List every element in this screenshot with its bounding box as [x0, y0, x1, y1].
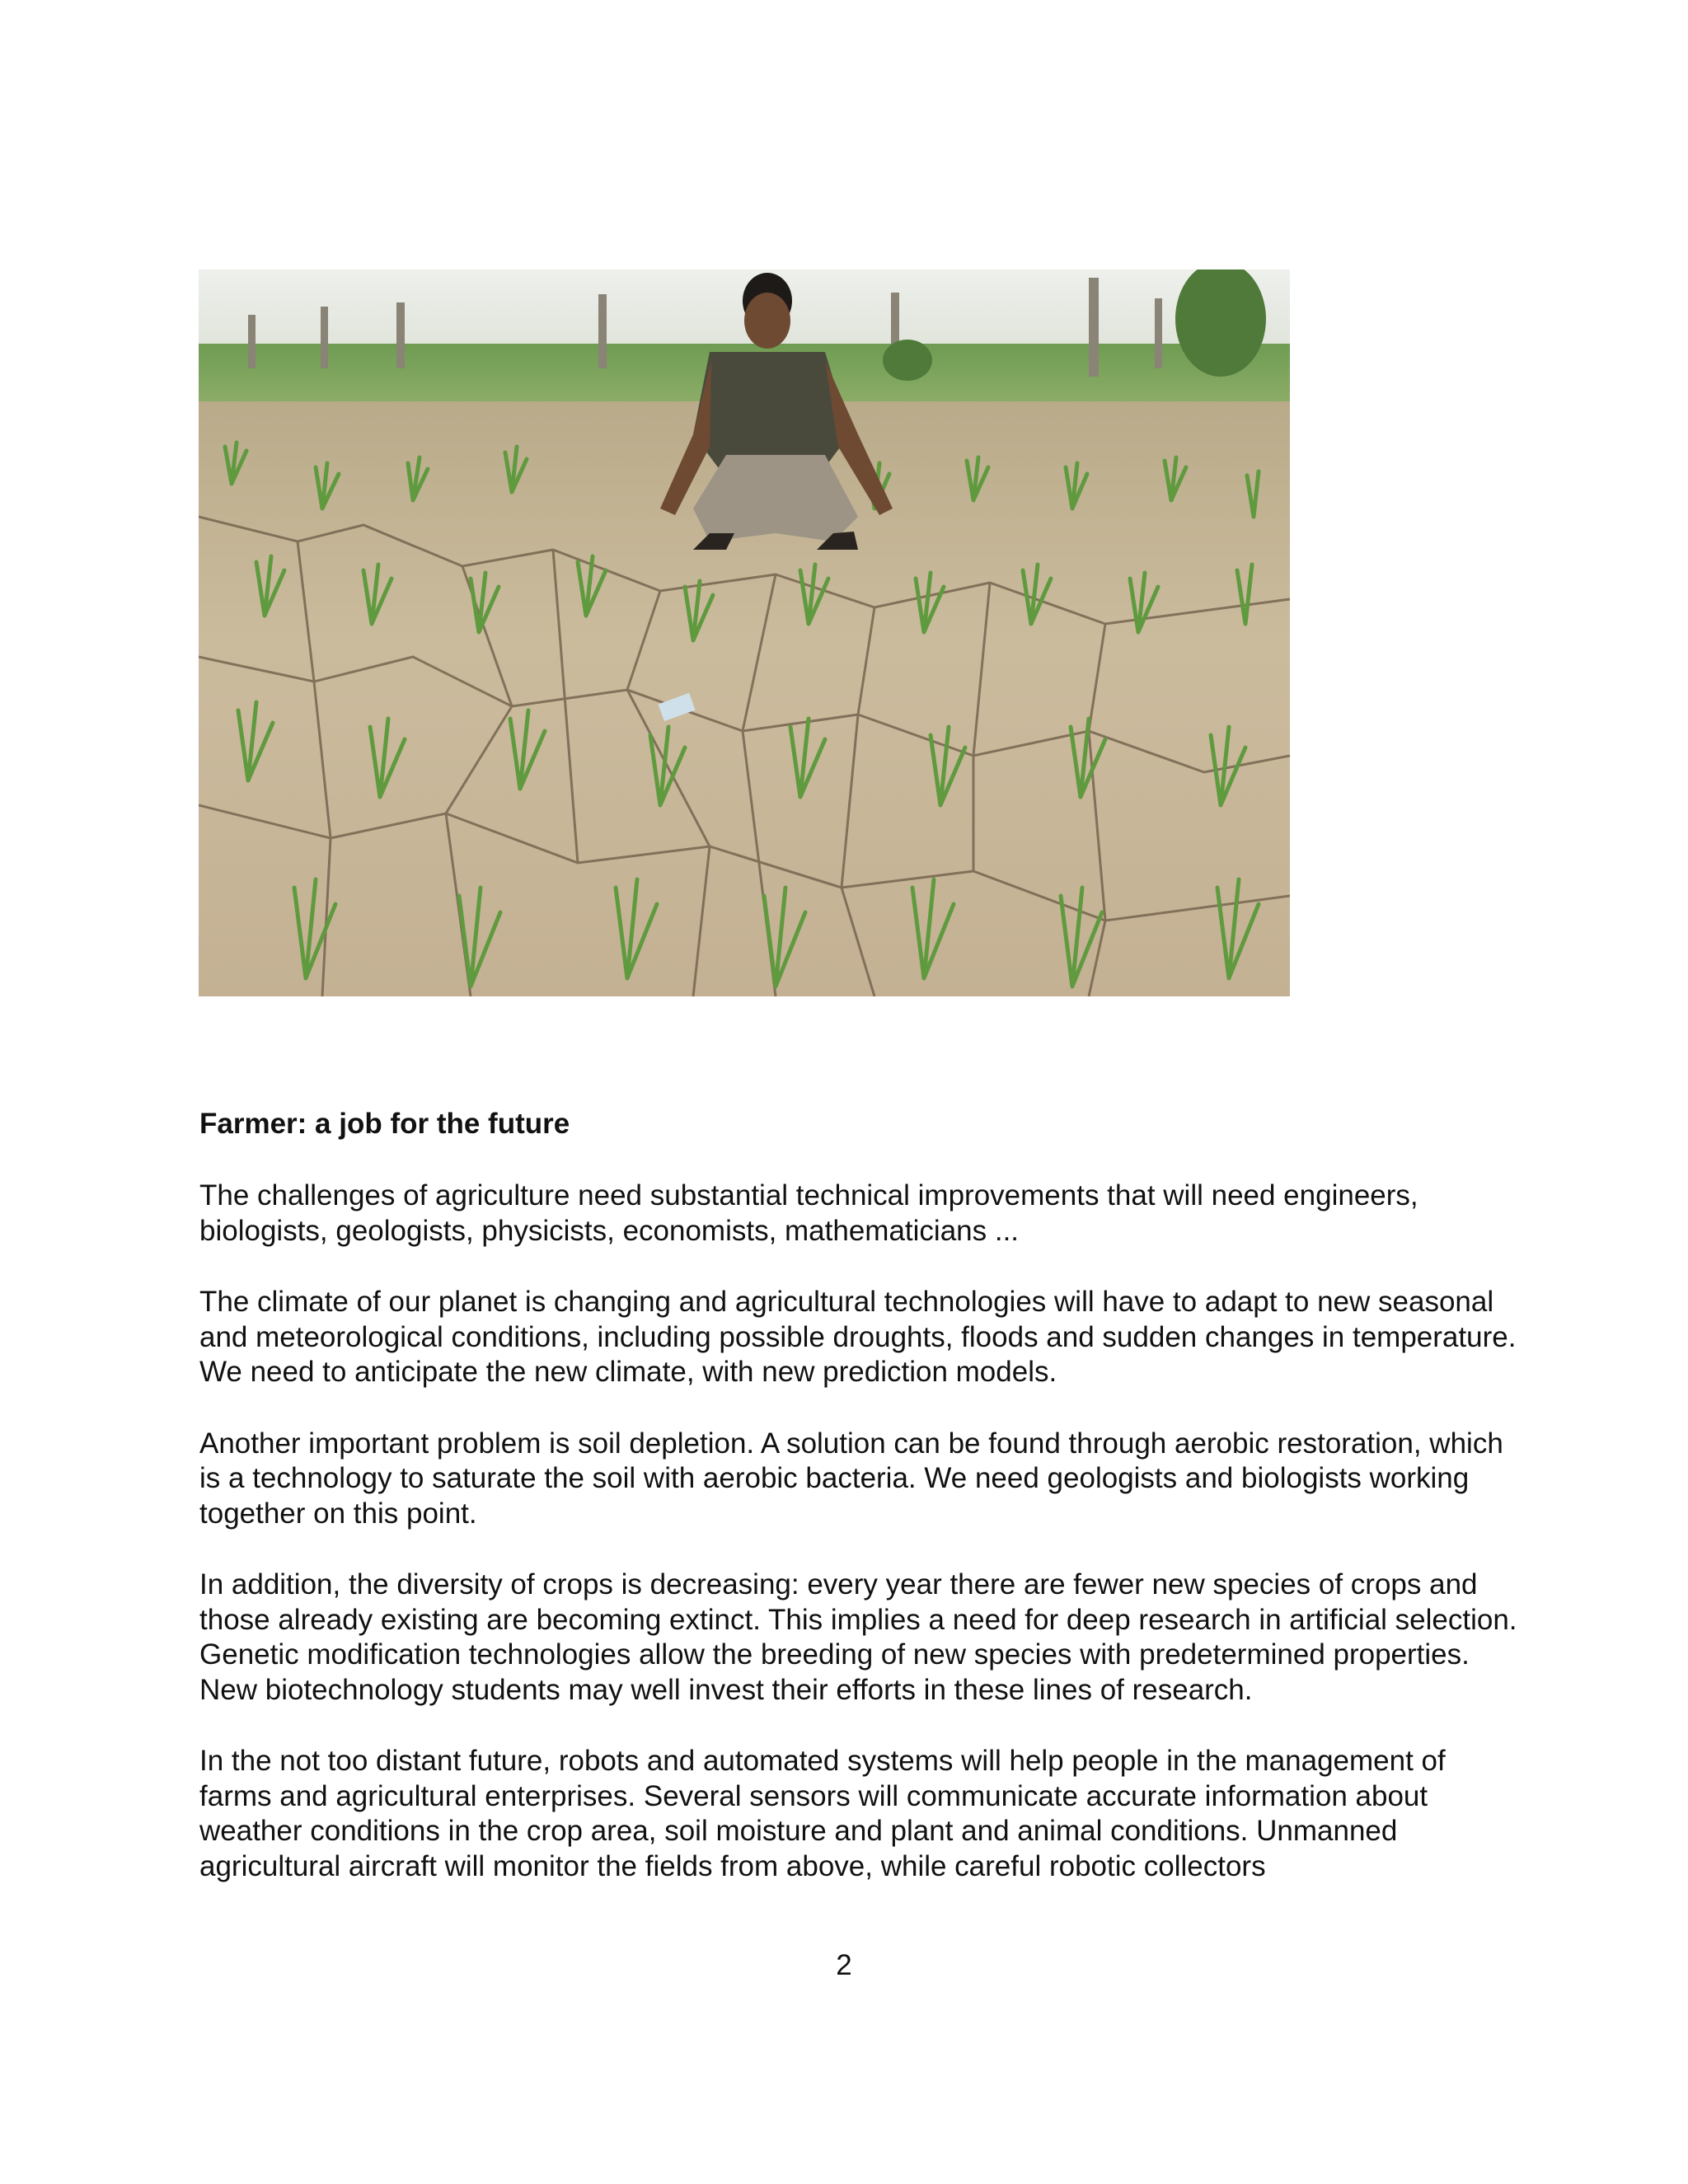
paragraph-climate: The climate of our planet is changing and agricultural technologies will have to adapt to new seasonal and meteorological conditions, including possible droughts, floods and sudden changes in temperature. We need to anticipate the new climate, with new prediction models.	[199, 1286, 1517, 1388]
article-title: Farmer: a job for the future	[199, 1108, 570, 1140]
paragraph-soil-depletion: Another important problem is soil depletion. A solution can be found through aerobic restoration, which is a technology to saturate the soil with aerobic bacteria. We need geologists and biologists working together on this point.	[199, 1427, 1503, 1530]
farmer-field-illustration	[199, 269, 1290, 996]
paragraph-challenges: The challenges of agriculture need substantial technical improvements that will need engineers, biologists, geologists, physicists, economists, mathematicians ...	[199, 1179, 1418, 1247]
paragraph-robots: In the not too distant future, robots and automated systems will help people in the management of farms and agricultural enterprises. Several sensors will communicate accurate information about weather conditions in the crop area, soil moisture and plant and animal conditions. Unmanned agricultural aircraft will monitor the fields from above, while careful robotic collectors	[199, 1745, 1446, 1882]
farmer-field-photo	[199, 269, 1290, 996]
paragraph-crop-diversity: In addition, the diversity of crops is decreasing: every year there are fewer new species of crops and those already existing are becoming extinct. This implies a need for deep research in artificial selection. Genetic modification technologies allow the breeding of new species with predetermined properties. New biotechnology students may well invest their efforts in these lines of research.	[199, 1568, 1517, 1706]
article	[199, 1104, 1518, 1920]
page-number: 2	[836, 1949, 852, 1981]
